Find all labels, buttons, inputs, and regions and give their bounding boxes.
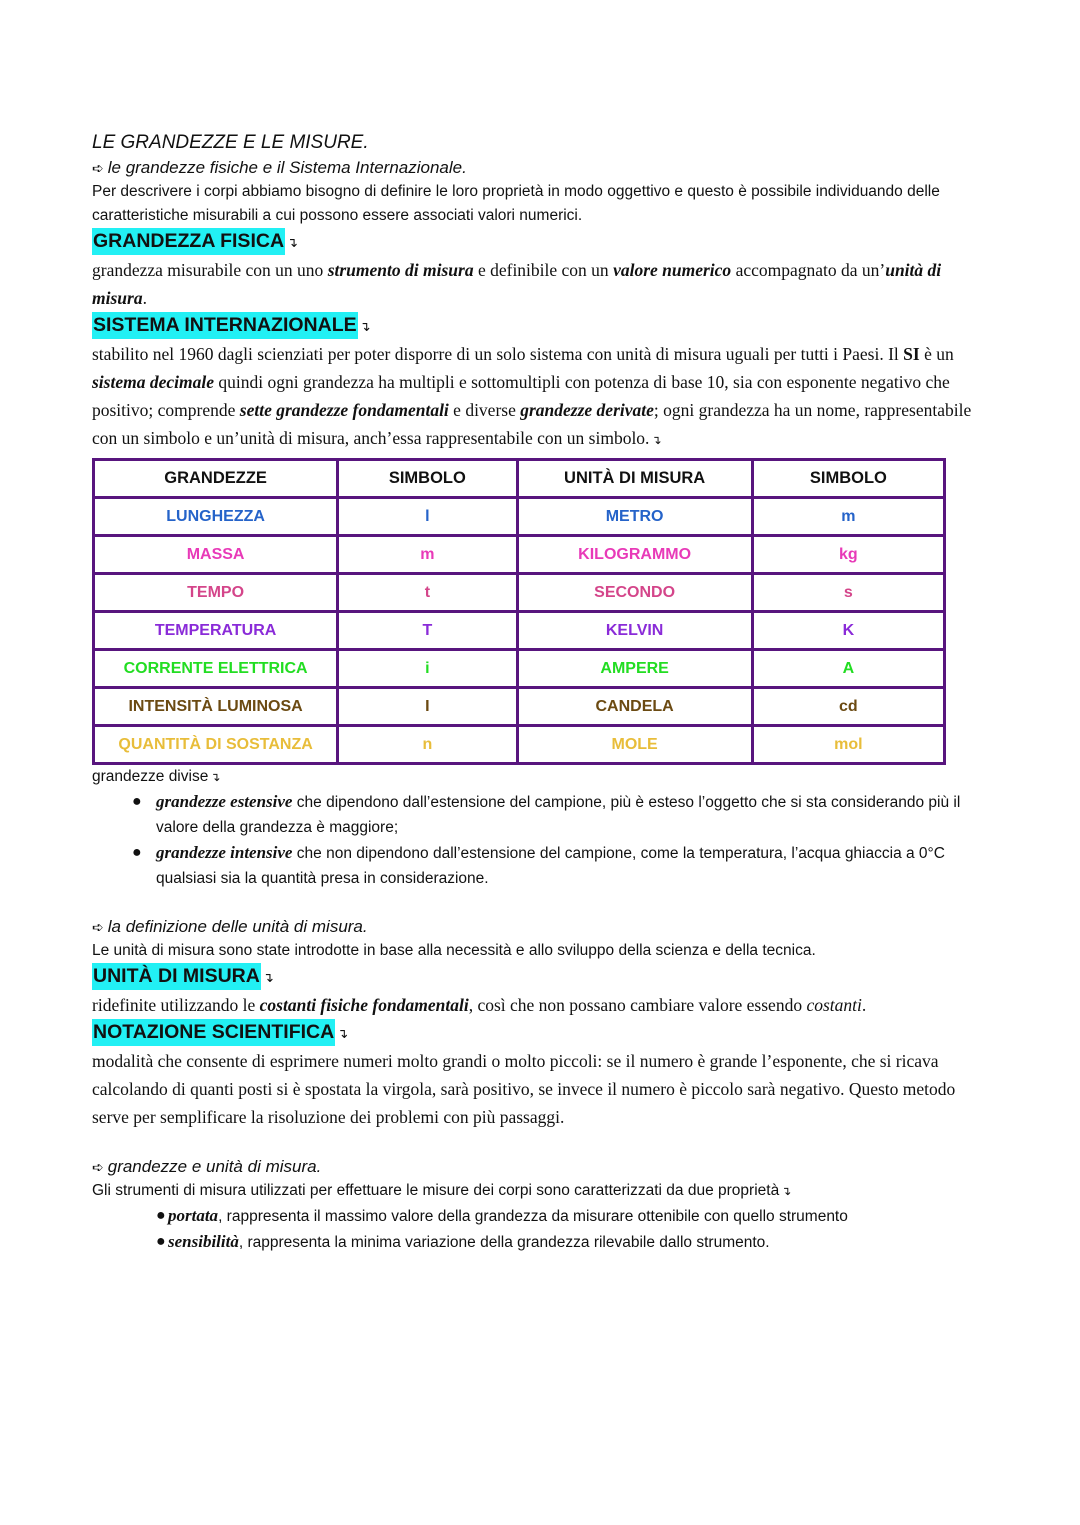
paragraph-unita-di-misura [92, 991, 992, 1019]
cell-simbolo: t [338, 574, 517, 612]
cell-grandezza: LUNGHEZZA [94, 498, 338, 536]
text: che dipendono dall’estensione del campione, più è esteso l’oggetto che si sta considerando più il valore della grandezza è maggiore; [156, 794, 961, 836]
cell-simbolo-unita: kg [752, 536, 944, 574]
text: . [142, 288, 147, 308]
text: grandezza misurabile con un uno [92, 260, 328, 280]
return-arrow-icon: ↴ [337, 1027, 349, 1042]
cell-simbolo-unita: cd [752, 688, 944, 726]
intro-paragraph: Le unità di misura sono state introdotte in base alla necessità e allo sviluppo della scienza e della tecnica. [92, 942, 816, 959]
cell-simbolo-unita: mol [752, 726, 944, 764]
emphasis: sistema decimale [92, 372, 214, 392]
term: portata [168, 1206, 219, 1225]
table-row [94, 536, 945, 574]
cell-grandezza: TEMPERATURA [94, 612, 338, 650]
document-title: LE GRANDEZZE E LE MISURE. [92, 132, 369, 153]
table-row [94, 498, 945, 536]
paragraph-notazione-scientifica: modalità che consente di esprimere numeri molto grandi o molto piccoli: se il numero è grande l’esponente, che si ricava calcolando di quanti posti si è spostata la virgola, sarà positivo, se invece il numero è piccolo sarà negativo. Questo metodo serve per semplificare la risoluzione dei problemi con più passaggi. [92, 1051, 956, 1127]
cell-simbolo: l [338, 498, 517, 536]
subtitle-text: le grandezze fisiche e il Sistema Internazionale. [107, 158, 467, 177]
emphasis: strumento di misura [327, 260, 474, 280]
highlighted-heading: GRANDEZZA FISICA [92, 228, 285, 255]
cell-unita: KILOGRAMMO [517, 536, 752, 574]
header-grandezze: GRANDEZZE [94, 460, 338, 498]
list-item [92, 1229, 992, 1255]
text: Gli strumenti di misura utilizzati per effettuare le misure dei corpi sono caratterizzati da due proprietà [92, 1182, 780, 1199]
return-arrow-icon: ↴ [287, 236, 298, 251]
table-body [94, 498, 945, 764]
cell-grandezza: CORRENTE ELETTRICA [94, 650, 338, 688]
return-arrow-icon: ↴ [781, 1184, 792, 1198]
text: quindi ogni grandezza ha multipli e sottomultipli con potenza di base 10, sia con esponente negativo che positivo; comprende [92, 372, 950, 420]
intro-paragraph: Per descrivere i corpi abbiamo bisogno di definire le loro proprietà in modo oggettivo e questo è possibile individuando delle caratteristiche misurabili a cui possono essere associati valori numerici. [92, 183, 940, 224]
table-row [94, 688, 945, 726]
grandezze-divise-label [92, 765, 992, 789]
table-row [94, 574, 945, 612]
return-arrow-icon: ↴ [651, 433, 662, 447]
section-subtitle-definizione [92, 915, 992, 939]
bullet-icon: ● [156, 1207, 166, 1224]
arrow-right-icon: ➪ [92, 160, 104, 176]
text: che non dipendono dall’estensione del campione, come la temperatura, l’acqua ghiaccia a 0°C qualsiasi sia la quantità presa in considerazione. [156, 845, 945, 887]
emphasis: unità di misura [92, 260, 942, 308]
arrow-right-icon: ➪ [92, 1159, 104, 1175]
bullet-icon: ● [132, 793, 142, 810]
bullet-icon: ● [132, 844, 142, 861]
list-item [92, 840, 992, 891]
cell-grandezza: INTENSITÀ LUMINOSA [94, 688, 338, 726]
paragraph-sistema-internazionale [92, 340, 992, 454]
table-header-row [94, 460, 945, 498]
text: ; ogni grandezza ha un nome, rappresentabile con un simbolo e un’unità di misura, anch’essa rappresentabile con un simbolo. [92, 400, 972, 448]
heading-grandezza-fisica [92, 228, 992, 256]
spacer [92, 891, 992, 915]
table-row [94, 612, 945, 650]
return-arrow-icon: ↴ [359, 320, 371, 335]
cell-unita: CANDELA [517, 688, 752, 726]
subtitle-text: grandezze e unità di misura. [107, 1157, 322, 1176]
table-row [94, 726, 945, 764]
cell-simbolo: T [338, 612, 517, 650]
text: è un [919, 344, 954, 364]
section-subtitle-grandezze-fisiche [92, 156, 992, 180]
term: grandezze estensive [156, 792, 293, 811]
header-simbolo: SIMBOLO [338, 460, 517, 498]
si-units-table [92, 458, 946, 765]
emphasis: valore numerico [613, 260, 732, 280]
cell-grandezza: QUANTITÀ DI SOSTANZA [94, 726, 338, 764]
cell-simbolo-unita: A [752, 650, 944, 688]
term: sensibilità [168, 1232, 239, 1251]
header-simbolo-unita: SIMBOLO [752, 460, 944, 498]
cell-simbolo-unita: K [752, 612, 944, 650]
header-unita: UNITÀ DI MISURA [517, 460, 752, 498]
bullet-icon: ● [156, 1233, 166, 1250]
text: e definibile con un [473, 260, 614, 280]
cell-grandezza: TEMPO [94, 574, 338, 612]
emphasis: SI [903, 344, 920, 364]
highlighted-heading: NOTAZIONE SCIENTIFICA [92, 1019, 335, 1046]
highlighted-heading: SISTEMA INTERNAZIONALE [92, 312, 358, 339]
list-item [92, 1203, 992, 1229]
text: ridefinite utilizzando le [92, 995, 260, 1015]
cell-unita: MOLE [517, 726, 752, 764]
document-page [92, 130, 992, 1255]
text: e diverse [448, 400, 521, 420]
cell-simbolo: i [338, 650, 517, 688]
heading-sistema-internazionale [92, 312, 992, 340]
cell-unita: AMPERE [517, 650, 752, 688]
list-item [92, 789, 992, 840]
text: stabilito nel 1960 dagli scienziati per poter disporre di un solo sistema con unità di misura uguali per tutti i Paesi. Il [92, 344, 904, 364]
cell-unita: KELVIN [517, 612, 752, 650]
cell-unita: METRO [517, 498, 752, 536]
emphasis: costanti [806, 995, 862, 1015]
section-subtitle-strumenti [92, 1155, 992, 1179]
heading-notazione-scientifica [92, 1019, 992, 1047]
highlighted-heading: UNITÀ DI MISURA [92, 963, 261, 990]
emphasis: costanti fisiche fondamentali [259, 995, 469, 1015]
term: grandezze intensive [156, 843, 293, 862]
text: accompagnato da un’ [731, 260, 886, 280]
text: , rappresenta la minima variazione della grandezza rilevabile dallo strumento. [238, 1234, 770, 1251]
emphasis: grandezze derivate [520, 400, 654, 420]
spacer [92, 1131, 992, 1155]
return-arrow-icon: ↴ [210, 770, 221, 784]
cell-simbolo-unita: s [752, 574, 944, 612]
cell-unita: SECONDO [517, 574, 752, 612]
text: grandezze divise [92, 768, 209, 785]
text: , così che non possano cambiare valore essendo [468, 995, 807, 1015]
arrow-right-icon: ➪ [92, 919, 104, 935]
properties-list [92, 1203, 992, 1255]
heading-unita-di-misura [92, 963, 992, 991]
intro-paragraph [92, 1179, 992, 1203]
paragraph-grandezza-fisica [92, 256, 992, 312]
cell-grandezza: MASSA [94, 536, 338, 574]
table-row [94, 650, 945, 688]
cell-simbolo: m [338, 536, 517, 574]
cell-simbolo: n [338, 726, 517, 764]
grandezze-divise-list [92, 789, 992, 891]
text: , rappresenta il massimo valore della grandezza da misurare ottenibile con quello strumento [218, 1208, 848, 1225]
subtitle-text: la definizione delle unità di misura. [107, 917, 368, 936]
text: . [861, 995, 867, 1015]
emphasis: sette grandezze fondamentali [239, 400, 449, 420]
cell-simbolo-unita: m [752, 498, 944, 536]
return-arrow-icon: ↴ [262, 971, 274, 986]
cell-simbolo: I [338, 688, 517, 726]
